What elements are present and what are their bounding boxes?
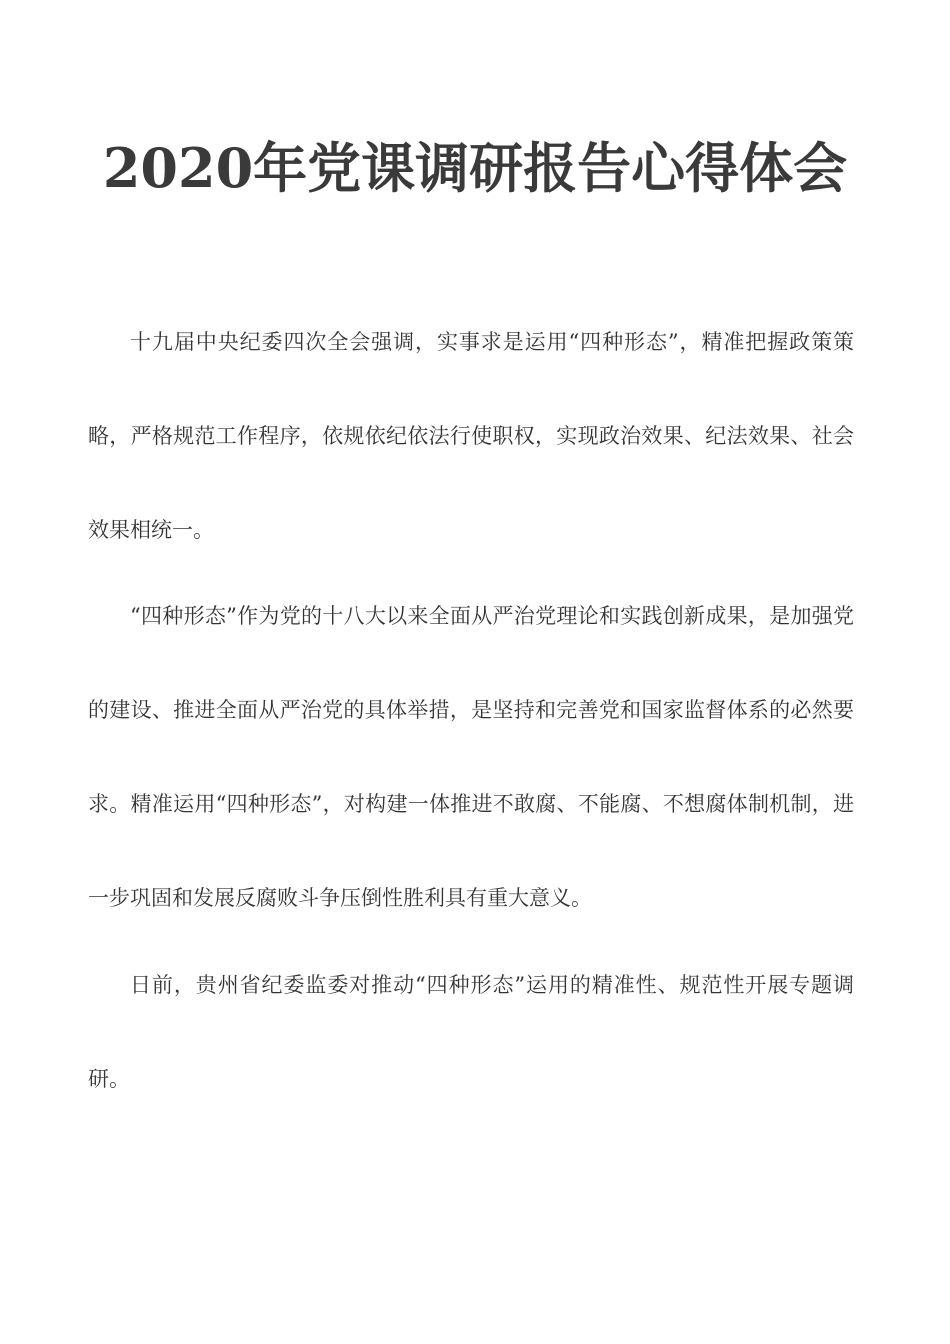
document-title: 2020年党课调研报告心得体会 [102, 136, 848, 200]
paragraph-3: 日前，贵州省纪委监委对推动“四种形态”运用的精准性、规范性开展专题调研。 [88, 973, 854, 1091]
paragraph-1: 十九届中央纪委四次全会强调，实事求是运用“四种形态”，精准把握政策策略，严格规范工作程序，依规依纪依法行使职权，实现政治效果、纪法效果、社会效果相统一。 [88, 330, 854, 542]
paragraph-2: “四种形态”作为党的十八大以来全面从严治党理论和实践创新成果，是加强党的建设、推进全面从严治党的具体举措，是坚持和完善党和国家监督体系的必然要求。精准运用“四种形态”，对构建一体推进不敢腐、不能腐、不想腐体制机制，进一步巩固和发展反腐败斗争压倒性胜利具有重大意义。 [88, 604, 854, 910]
